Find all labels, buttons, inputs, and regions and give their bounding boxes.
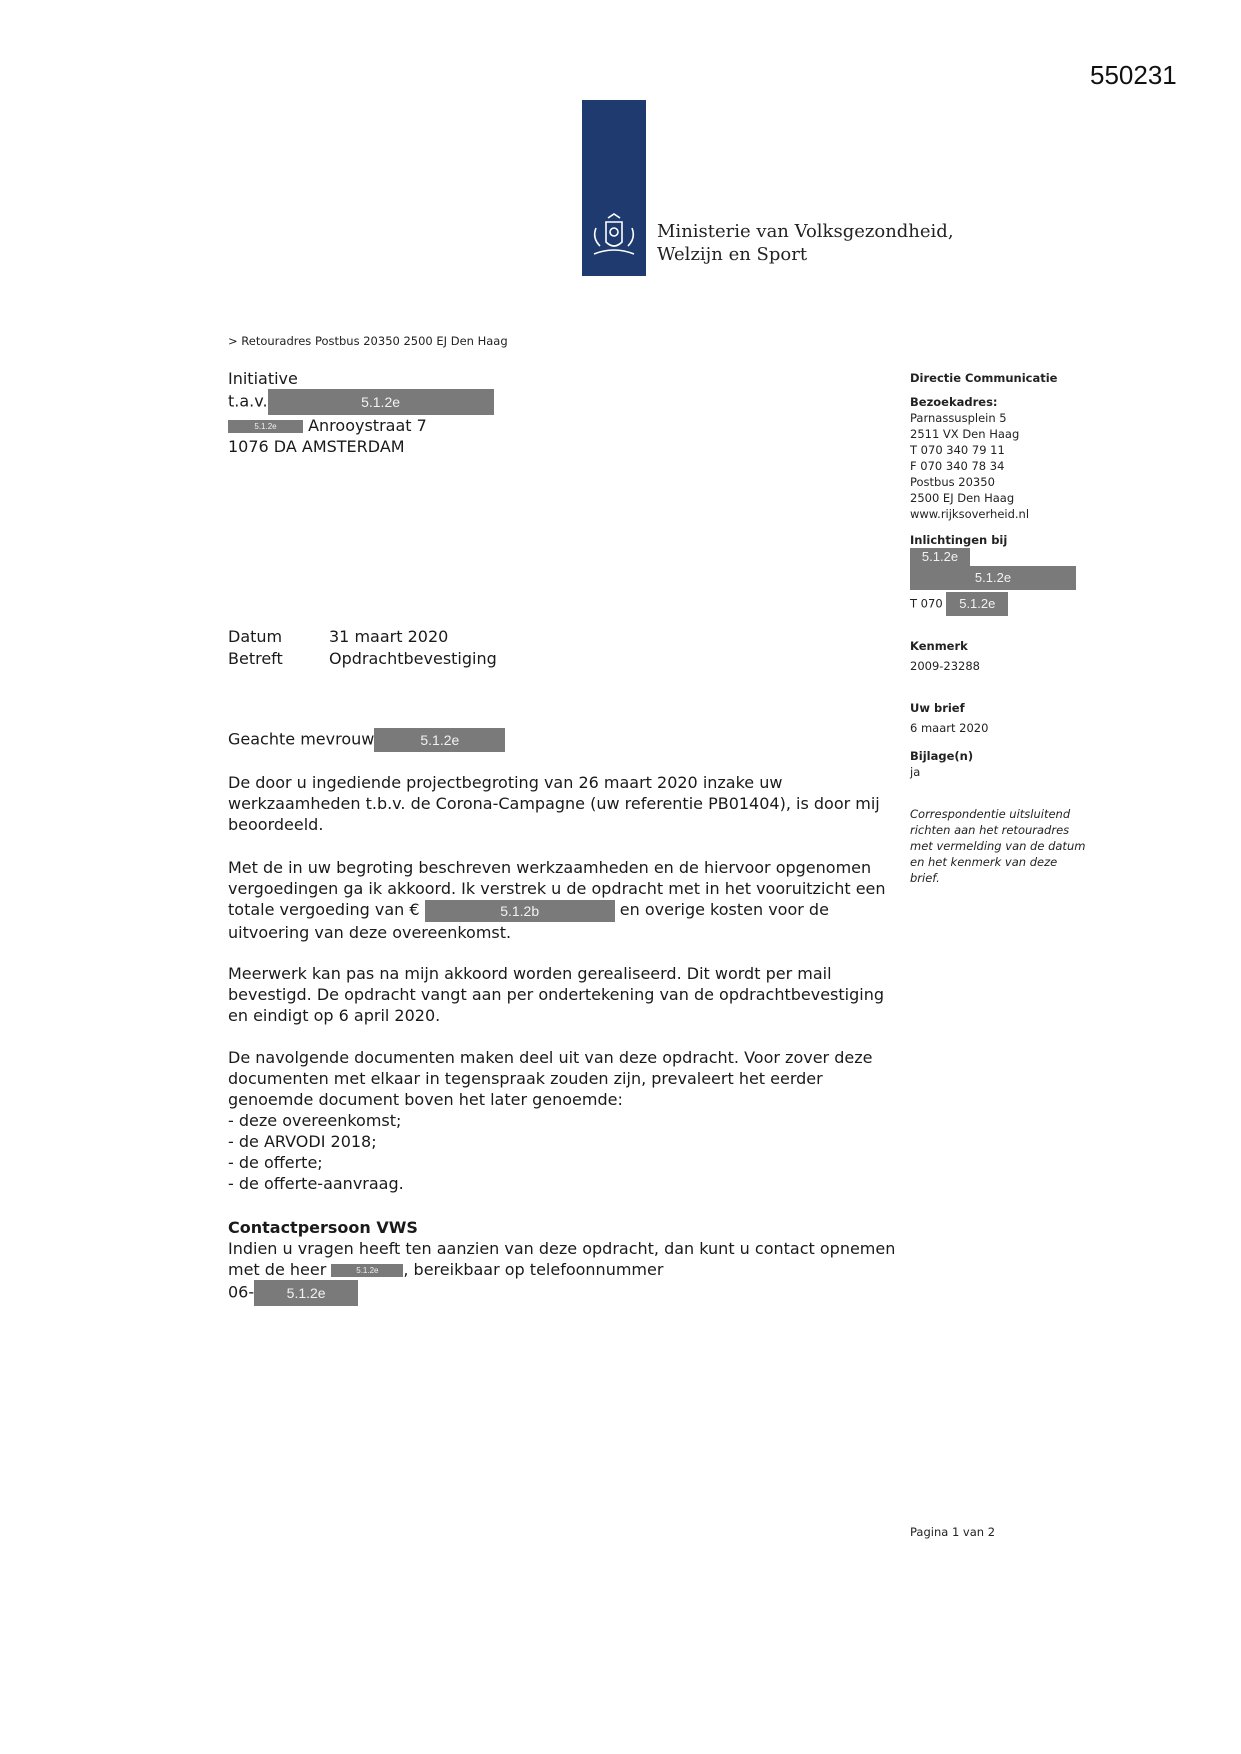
page-number: Pagina 1 van 2 — [910, 1525, 996, 1539]
salutation — [228, 728, 505, 752]
list-item: - de offerte; — [228, 1153, 323, 1172]
contact-text-start: Indien u vragen heeft ten aanzien van deze opdracht, dan kunt u contact opnemen met de heer — [228, 1239, 896, 1279]
recipient-block — [228, 368, 494, 457]
redaction-box: 5.1.2e — [254, 1280, 358, 1306]
uw-brief-value: 6 maart 2020 — [910, 721, 989, 735]
paragraph-4 — [228, 1047, 908, 1194]
kenmerk-value: 2009-23288 — [910, 659, 980, 673]
list-item: - de offerte-aanvraag. — [228, 1174, 404, 1193]
bijlage-value: ja — [910, 765, 921, 779]
redaction-box: 5.1.2e — [946, 592, 1008, 616]
salutation-text: Geachte mevrouw — [228, 729, 375, 749]
crest-icon — [588, 212, 640, 260]
list-item: - de ARVODI 2018; — [228, 1132, 377, 1151]
contact-section — [228, 1217, 908, 1306]
info-phone-prefix: T 070 — [910, 596, 943, 611]
ministry-line-1: Ministerie van Volksgezondheid, — [657, 221, 954, 242]
bijlage-label: Bijlage(n) — [910, 749, 974, 763]
sidebar — [910, 370, 1100, 886]
contact-text-end: , bereikbaar op telefoonnummer — [403, 1260, 664, 1279]
paragraph-4-text: De navolgende documenten maken deel uit van deze opdracht. Voor zover deze documenten met elkaar in tegenspraak zouden zijn, prevaleert het eerder genoemde document boven het later genoemde: — [228, 1048, 873, 1109]
ministry-name — [657, 220, 954, 266]
recipient-tav — [228, 389, 494, 415]
address-line: 2500 EJ Den Haag — [910, 491, 1015, 505]
redaction-box: 5.1.2e — [910, 548, 970, 566]
meta-block — [228, 626, 497, 670]
website: www.rijksoverheid.nl — [910, 507, 1030, 521]
address-line: 2511 VX Den Haag — [910, 427, 1020, 441]
address-line: Postbus 20350 — [910, 475, 995, 489]
ministry-line-2: Welzijn en Sport — [657, 244, 808, 265]
paragraph-2-start: Met de in uw begroting beschreven werkzaamheden en de hiervoor opgenomen vergoedingen ga ik akkoord. Ik verstrek u de opdracht met in het vooruitzicht een totale vergoeding van € — [228, 858, 886, 919]
recipient-name: Initiative — [228, 369, 298, 388]
redaction-box: 5.1.2e — [228, 420, 303, 433]
visit-address-label: Bezoekadres: — [910, 395, 998, 409]
contact-text — [228, 1238, 908, 1280]
list-item: - deze overeenkomst; — [228, 1111, 402, 1130]
contact-phone — [228, 1280, 908, 1306]
department-name: Directie Communicatie — [910, 371, 1058, 385]
redaction-box: 5.1.2e — [910, 566, 1076, 590]
contact-heading: Contactpersoon VWS — [228, 1218, 418, 1237]
kenmerk-label: Kenmerk — [910, 639, 968, 653]
info-label: Inlichtingen bij — [910, 533, 1008, 547]
paragraph-2-end: en overige kosten voor de uitvoering van deze overeenkomst. — [228, 900, 829, 942]
paragraph-2 — [228, 857, 908, 943]
address-line: F 070 340 78 34 — [910, 459, 1005, 473]
redaction-box: 5.1.2e — [331, 1264, 403, 1277]
uw-brief-label: Uw brief — [910, 701, 965, 715]
recipient-city: 1076 DA AMSTERDAM — [228, 437, 405, 456]
street-address: Anrooystraat 7 — [308, 416, 427, 435]
return-address: > Retouradres Postbus 20350 2500 EJ Den Haag — [228, 334, 508, 348]
document-number: 550231 — [1090, 60, 1177, 90]
redaction-box: 5.1.2e — [374, 728, 505, 752]
paragraph-1: De door u ingediende projectbegroting van 26 maart 2020 inzake uw werkzaamheden t.b.v. de Corona-Campagne (uw referentie PB01404), is door mij beoordeeld. — [228, 773, 880, 834]
recipient-street — [228, 415, 494, 436]
redaction-box: 5.1.2e — [268, 389, 494, 415]
paragraph-3: Meerwerk kan pas na mijn akkoord worden gerealiseerd. Dit wordt per mail bevestigd. De opdracht vangt aan per ondertekening van de opdrachtbevestiging en eindigt op 6 april 2020. — [228, 964, 884, 1025]
address-line: T 070 340 79 11 — [910, 443, 1005, 457]
redaction-box: 5.1.2b — [425, 900, 615, 922]
datum-value: 31 maart 2020 — [329, 627, 449, 646]
tav-label: t.a.v. — [228, 391, 268, 411]
betreft-label: Betreft — [228, 649, 283, 668]
betreft-value: Opdrachtbevestiging — [329, 649, 497, 668]
address-line: Parnassusplein 5 — [910, 411, 1007, 425]
phone-prefix: 06- — [228, 1282, 255, 1302]
correspondence-note: Correspondentie uitsluitend richten aan het retouradres met vermelding van de datum en het kenmerk van deze brief. — [910, 807, 1086, 885]
datum-label: Datum — [228, 627, 283, 646]
